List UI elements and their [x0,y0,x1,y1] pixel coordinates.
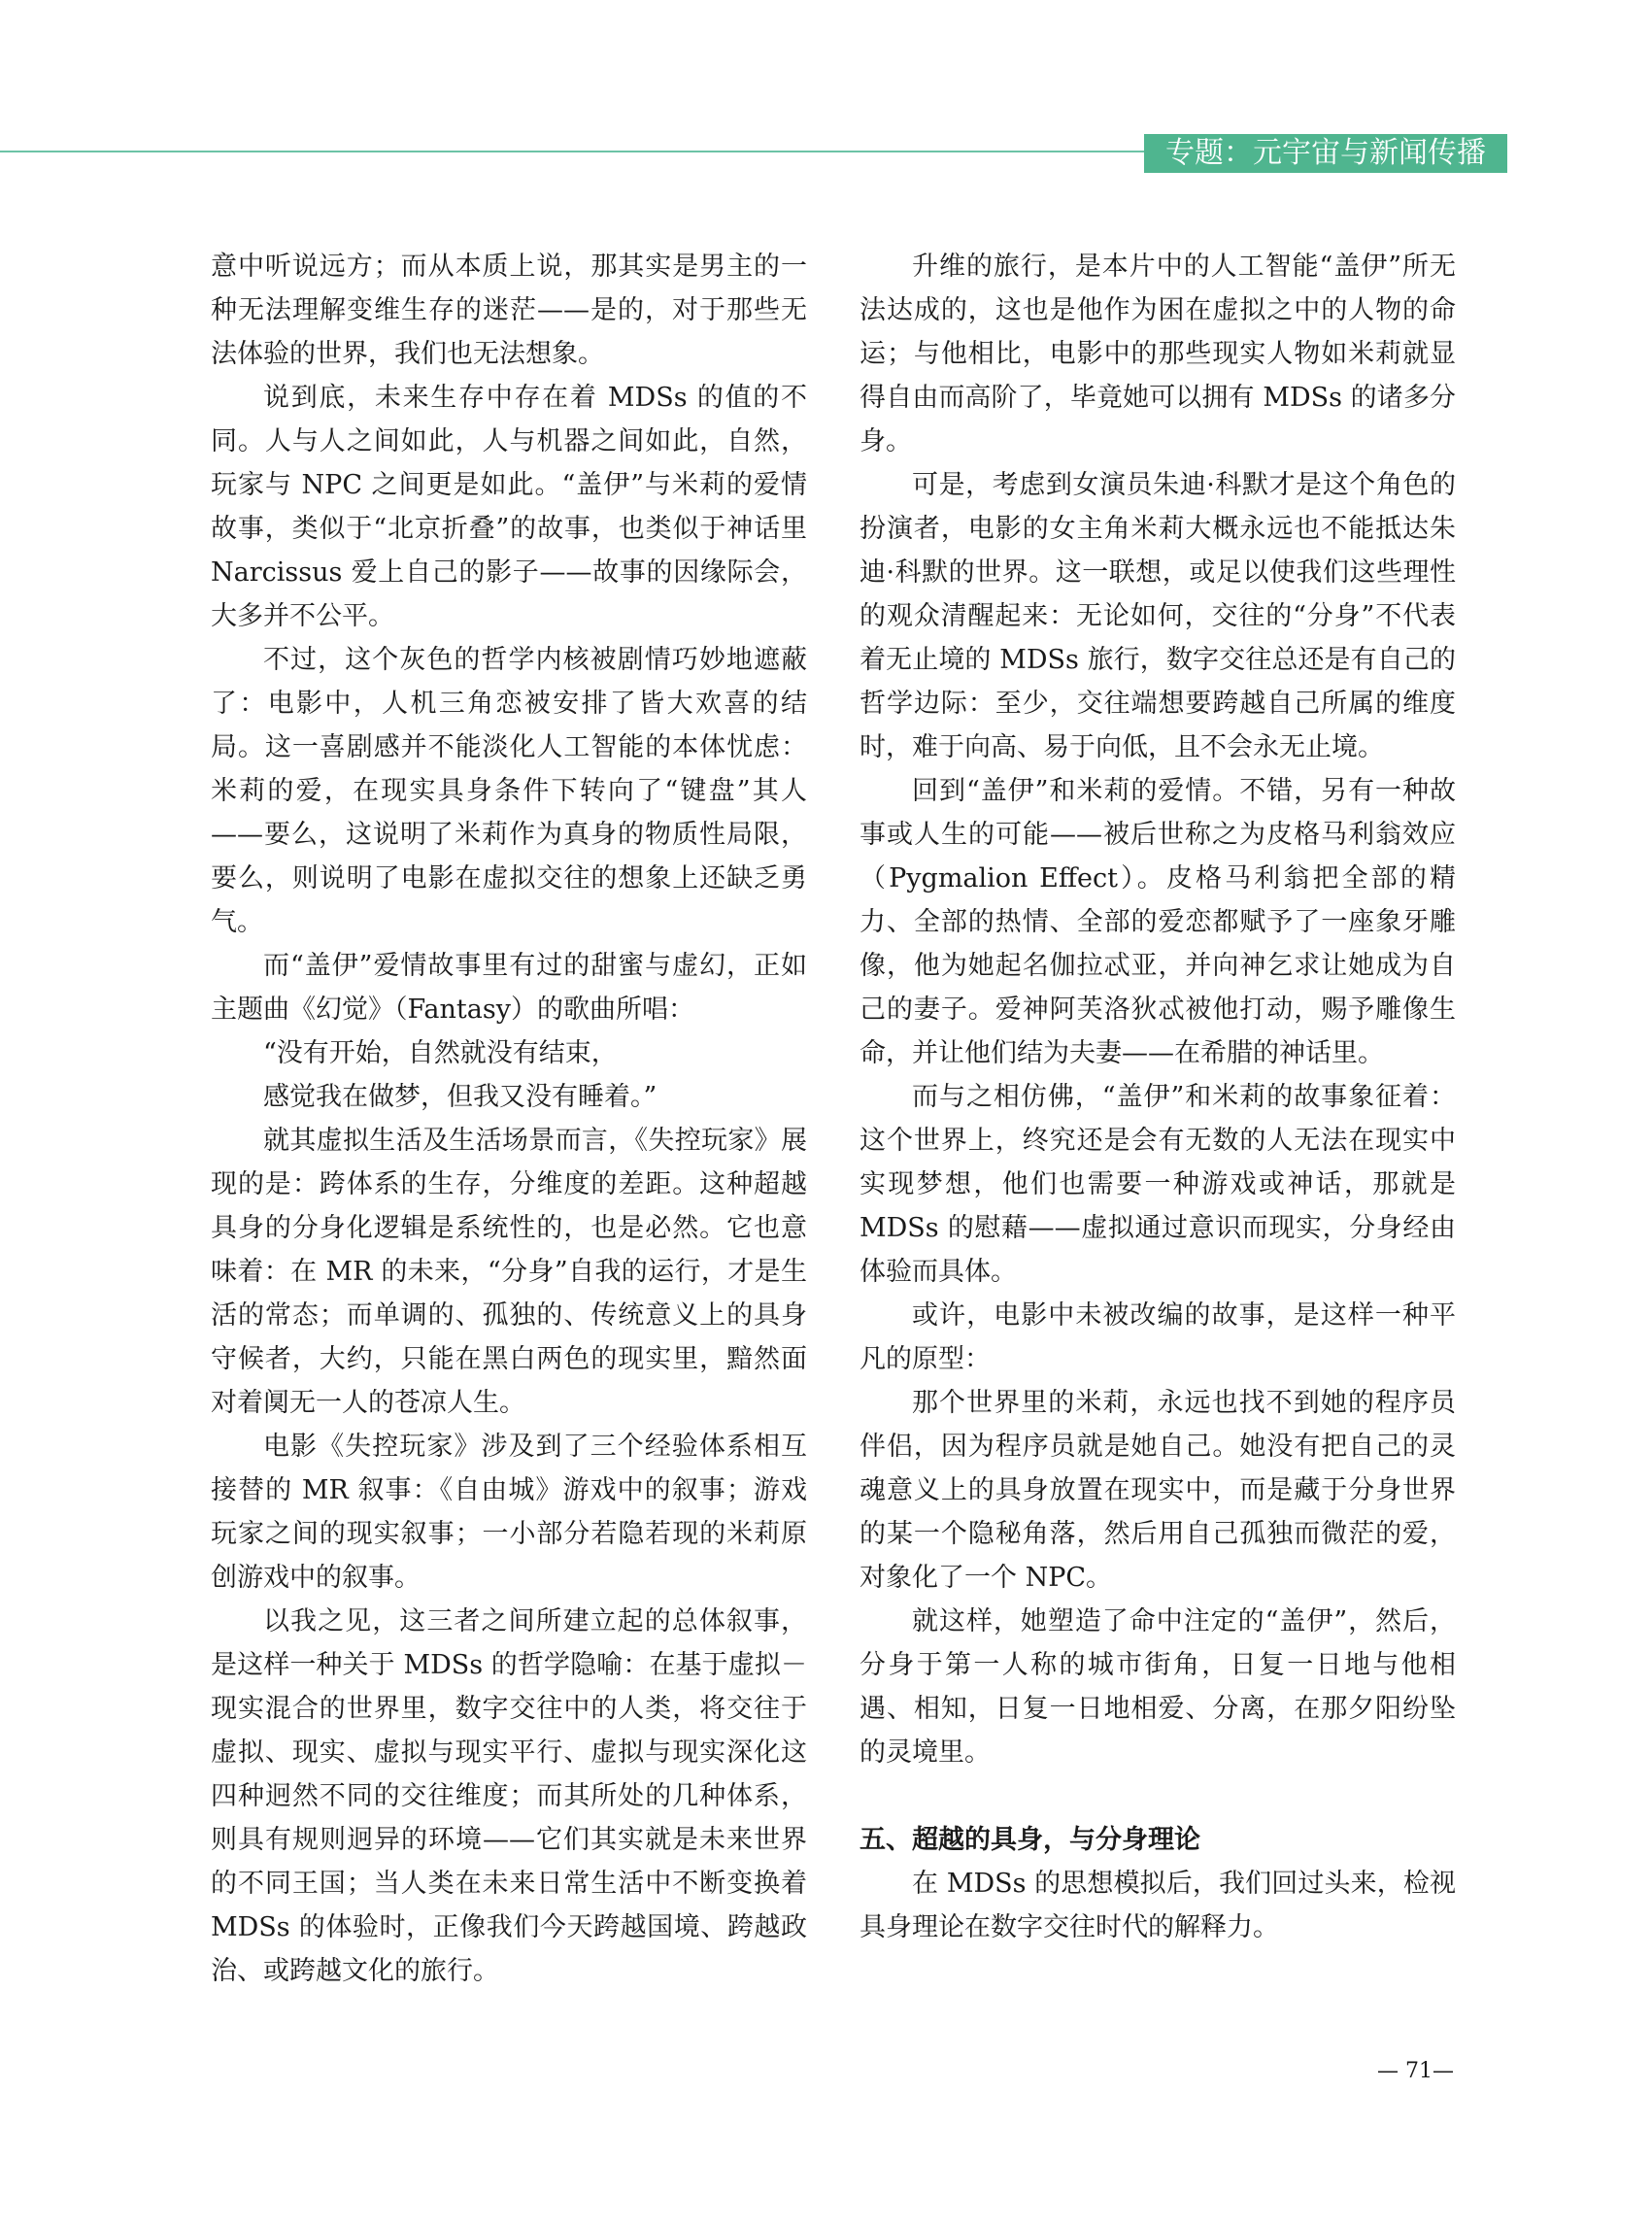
section-label: 专题：元宇宙与新闻传播 [1144,134,1507,173]
lyric-line: “没有开始，自然就没有结束， [263,1038,618,1068]
paragraph: 电影《失控玩家》涉及到了三个经验体系相互接替的 MR 叙事：《自由城》游戏中的叙事；游戏玩家之间的现实叙事；一小部分若隐若现的米莉原创游戏中的叙事。 [211,1432,807,1593]
lyric-line: 感觉我在做梦，但我又没有睡着。” [263,1082,657,1112]
header-rule [0,151,1146,152]
paragraph: 或许，电影中未被改编的故事，是这样一种平凡的原型： [860,1300,1456,1374]
paragraph: 不过，这个灰色的哲学内核被剧情巧妙地遮蔽了：电影中，人机三角恋被安排了皆大欢喜的结局。这一喜剧感并不能淡化人工智能的本体忧虑：米莉的爱，在现实具身条件下转向了“键盘”其人——要么，这说明了米莉作为真身的物质性局限，要么，则说明了电影在虚拟交往的想象上还缺乏勇气。 [211,645,807,937]
paragraph: 那个世界里的米莉，永远也找不到她的程序员伴侣，因为程序员就是她自己。她没有把自己的灵魂意义上的具身放置在现实中，而是藏于分身世界的某一个隐秘角落，然后用自己孤独而微茫的爱，对象化了一个 NPC。 [860,1388,1456,1593]
paragraph: 回到“盖伊”和米莉的爱情。不错，另有一种故事或人生的可能——被后世称之为皮格马利翁效应（Pygmalion Effect）。皮格马利翁把全部的精力、全部的热情、全部的爱恋都赋予了一座象牙雕像，他为她起名伽拉忒亚，并向神乞求让她成为自己的妻子。爱神阿芙洛狄忒被他打动，赐予雕像生命，并让他们结为夫妻——在希腊的神话里。 [860,776,1456,1068]
paragraph: 以我之见，这三者之间所建立起的总体叙事，是这样一种关于 MDSs 的哲学隐喻：在基于虚拟－现实混合的世界里，数字交往中的人类，将交往于虚拟、现实、虚拟与现实平行、虚拟与现实深化这四种迥然不同的交往维度；而其所处的几种体系，则具有规则迥异的环境——它们其实就是未来世界的不同王国；当人类在未来日常生活中不断变换着 MDSs 的体验时，正像我们今天跨越国境、跨越政治、或跨越文化的旅行。 [211,1606,807,1986]
paragraph: 可是，考虑到女演员朱迪·科默才是这个角色的扮演者，电影的女主角米莉大概永远也不能抵达朱迪·科默的世界。这一联想，或足以使我们这些理性的观众清醒起来：无论如何，交往的“分身”不代表着无止境的 MDSs 旅行，数字交往总还是有自己的哲学边际：至少，交往端想要跨越自己所属的维度时，难于向高、易于向低，且不会永无止境。 [860,470,1456,762]
paragraph: 升维的旅行，是本片中的人工智能“盖伊”所无法达成的，这也是他作为困在虚拟之中的人物的命运；与他相比，电影中的那些现实人物如米莉就显得自由而高阶了，毕竟她可以拥有 MDSs 的诸多分身。 [860,252,1456,456]
right-column [860,245,1456,1949]
paragraph: 说到底，未来生存中存在着 MDSs 的值的不同。人与人之间如此，人与机器之间如此，自然，玩家与 NPC 之间更是如此。“盖伊”与米莉的爱情故事，类似于“北京折叠”的故事，也类似于神话里 Narcissus 爱上自己的影子——故事的因缘际会，大多并不公平。 [211,383,807,631]
paragraph: 在 MDSs 的思想模拟后，我们回过头来，检视具身理论在数字交往时代的解释力。 [860,1869,1456,1942]
section-heading: 五、超越的具身，与分身理论 [860,1825,1200,1855]
paragraph: 而与之相仿佛，“盖伊”和米莉的故事象征着：这个世界上，终究还是会有无数的人无法在现实中实现梦想，他们也需要一种游戏或神话，那就是 MDSs 的慰藉——虚拟通过意识而现实，分身经由体验而具体。 [860,1082,1456,1287]
paragraph: 意中听说远方；而从本质上说，那其实是男主的一种无法理解变维生存的迷茫——是的，对于那些无法体验的世界，我们也无法想象。 [211,252,807,369]
paragraph: 就这样，她塑造了命中注定的“盖伊”，然后，分身于第一人称的城市街角，日复一日地与他相遇、相知，日复一日地相爱、分离，在那夕阳纷坠的灵境里。 [860,1606,1456,1768]
page-number: — 71— [1377,2059,1454,2083]
paragraph: 就其虚拟生活及生活场景而言，《失控玩家》展现的是：跨体系的生存，分维度的差距。这种超越具身的分身化逻辑是系统性的，也是必然。它也意味着：在 MR 的未来，“分身”自我的运行，才是生活的常态；而单调的、孤独的、传统意义上的具身守候者，大约，只能在黑白两色的现实里，黯然面对着阒无一人的苍凉人生。 [211,1126,807,1418]
left-column [211,245,807,1993]
paragraph: 而“盖伊”爱情故事里有过的甜蜜与虚幻，正如主题曲《幻觉》（Fantasy）的歌曲所唱： [211,951,807,1025]
